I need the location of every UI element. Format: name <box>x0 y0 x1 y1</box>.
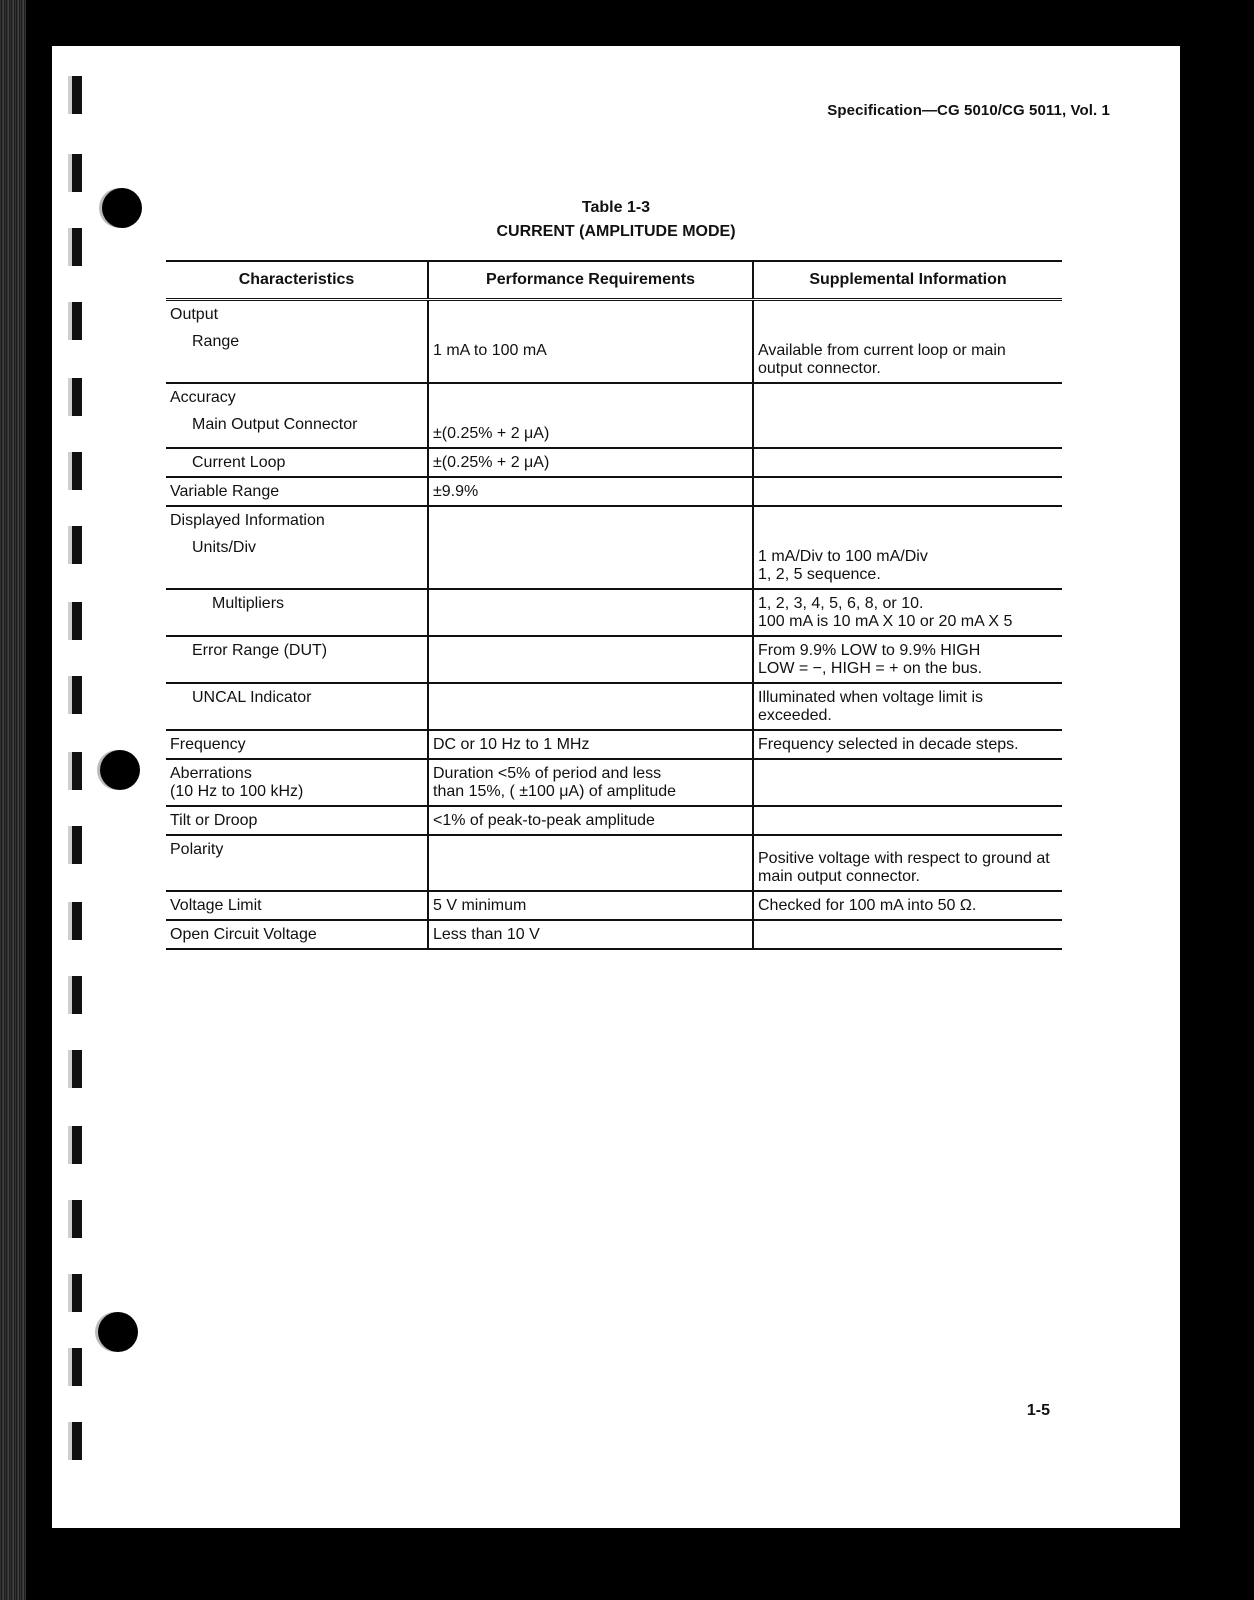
supplemental-cell <box>753 477 1062 506</box>
supplemental-line: 1 mA/Div to 100 mA/Div <box>758 548 928 565</box>
binding-mark <box>68 752 82 790</box>
characteristic-cell: Voltage Limit <box>166 891 428 920</box>
page-number: 1-5 <box>1026 1402 1050 1419</box>
table-row <box>166 411 1062 448</box>
performance-cell: ±(0.25% + 2 μA) <box>428 448 753 477</box>
table-row <box>166 806 1062 835</box>
table-row <box>166 920 1062 949</box>
performance-cell <box>428 636 753 683</box>
characteristic-cell: Tilt or Droop <box>166 806 428 835</box>
table-row <box>166 636 1062 683</box>
table-row <box>166 730 1062 759</box>
binding-mark <box>68 1422 82 1460</box>
supplemental-line: Frequency selected in decade steps. <box>758 736 1019 753</box>
performance-cell <box>428 383 753 411</box>
characteristic-line: Aberrations <box>170 765 252 782</box>
supplemental-cell <box>753 589 1062 636</box>
table-row <box>166 534 1062 589</box>
supplemental-cell <box>753 448 1062 477</box>
binding-mark <box>68 526 82 564</box>
supplemental-cell <box>753 411 1062 448</box>
table-row <box>166 328 1062 383</box>
binding-mark <box>68 378 82 416</box>
table-header-row <box>166 261 1062 300</box>
characteristic-cell: Accuracy <box>170 389 236 406</box>
binding-mark <box>68 1050 82 1088</box>
document-page <box>52 46 1180 1528</box>
table-row <box>166 835 1062 891</box>
table-row <box>166 683 1062 730</box>
characteristic-cell: Displayed Information <box>170 512 325 529</box>
binding-mark <box>68 676 82 714</box>
performance-cell: 5 V minimum <box>428 891 753 920</box>
performance-cell: DC or 10 Hz to 1 MHz <box>428 730 753 759</box>
performance-cell <box>428 534 753 589</box>
binding-mark <box>68 902 82 940</box>
characteristic-cell: Open Circuit Voltage <box>166 920 428 949</box>
table-caption <box>52 196 1180 244</box>
characteristic-cell: Polarity <box>166 835 428 891</box>
characteristic-line: (10 Hz to 100 kHz) <box>170 783 304 800</box>
performance-line: than 15%, ( ±100 μA) of amplitude <box>433 783 677 800</box>
column-header: Characteristics <box>166 261 428 300</box>
characteristic-cell: Output <box>170 306 219 323</box>
binding-marks <box>64 76 94 1516</box>
table-row <box>166 477 1062 506</box>
binding-mark <box>68 76 82 114</box>
characteristic-cell: Current Loop <box>166 448 428 477</box>
column-header: Supplemental Information <box>753 261 1062 300</box>
table-row <box>166 891 1062 920</box>
supplemental-cell <box>753 534 1062 589</box>
performance-cell <box>428 506 753 534</box>
binding-mark <box>68 302 82 340</box>
table-row <box>166 383 1062 411</box>
performance-cell <box>428 683 753 730</box>
binding-mark <box>68 1348 82 1386</box>
characteristic-cell: Range <box>166 328 428 383</box>
characteristic-cell: Main Output Connector <box>166 411 428 448</box>
supplemental-cell <box>753 730 1062 759</box>
supplemental-line: Illuminated when voltage limit is exceeded. <box>758 689 983 724</box>
binding-mark <box>68 602 82 640</box>
running-header: Specification—CG 5010/CG 5011, Vol. 1 <box>827 102 1110 119</box>
performance-cell <box>428 835 753 891</box>
table-row <box>166 589 1062 636</box>
column-header: Performance Requirements <box>428 261 753 300</box>
binding-mark <box>68 1126 82 1164</box>
supplemental-cell <box>753 300 1062 329</box>
performance-cell: <1% of peak-to-peak amplitude <box>428 806 753 835</box>
characteristic-cell: Units/Div <box>166 534 428 589</box>
performance-cell <box>428 759 753 806</box>
performance-cell <box>428 589 753 636</box>
table-title: CURRENT (AMPLITUDE MODE) <box>496 223 736 240</box>
supplemental-line: 1, 2, 5 sequence. <box>758 566 881 583</box>
characteristic-cell <box>166 759 428 806</box>
supplemental-cell <box>753 383 1062 411</box>
characteristic-cell: Multipliers <box>166 589 428 636</box>
binding-mark <box>68 976 82 1014</box>
supplemental-cell <box>753 759 1062 806</box>
punch-hole <box>98 1312 138 1352</box>
characteristic-cell: UNCAL Indicator <box>166 683 428 730</box>
table-row <box>166 506 1062 534</box>
supplemental-cell <box>753 891 1062 920</box>
scan-edge <box>0 0 26 1600</box>
binding-mark <box>68 154 82 192</box>
table-number: Table 1-3 <box>581 199 651 216</box>
performance-cell: ±(0.25% + 2 μA) <box>428 411 753 448</box>
binding-mark <box>68 1274 82 1312</box>
supplemental-line: Positive voltage with respect to ground at main output connector. <box>758 850 1050 885</box>
punch-hole <box>100 750 140 790</box>
supplemental-line: Available from current loop or main output connector. <box>758 342 1006 377</box>
binding-mark <box>68 452 82 490</box>
table-row <box>166 300 1062 329</box>
supplemental-cell <box>753 920 1062 949</box>
table-row <box>166 448 1062 477</box>
characteristic-cell: Variable Range <box>166 477 428 506</box>
supplemental-cell <box>753 683 1062 730</box>
supplemental-line: 100 mA is 10 mA X 10 or 20 mA X 5 <box>758 613 1013 630</box>
specification-table <box>166 260 1062 950</box>
characteristic-cell: Frequency <box>166 730 428 759</box>
supplemental-cell <box>753 506 1062 534</box>
supplemental-line: 1, 2, 3, 4, 5, 6, 8, or 10. <box>758 595 924 612</box>
supplemental-line: LOW = −, HIGH = + on the bus. <box>758 660 983 677</box>
supplemental-cell <box>753 835 1062 891</box>
supplemental-line: From 9.9% LOW to 9.9% HIGH <box>758 642 981 659</box>
supplemental-cell <box>753 636 1062 683</box>
supplemental-line: Checked for 100 mA into 50 Ω. <box>758 897 977 914</box>
binding-mark <box>68 1200 82 1238</box>
performance-cell: ±9.9% <box>428 477 753 506</box>
supplemental-cell <box>753 806 1062 835</box>
performance-cell <box>428 300 753 329</box>
performance-line: Duration <5% of period and less <box>433 765 662 782</box>
performance-cell: 1 mA to 100 mA <box>428 328 753 383</box>
table-row <box>166 759 1062 806</box>
characteristic-cell: Error Range (DUT) <box>166 636 428 683</box>
supplemental-cell <box>753 328 1062 383</box>
binding-mark <box>68 826 82 864</box>
performance-cell: Less than 10 V <box>428 920 753 949</box>
